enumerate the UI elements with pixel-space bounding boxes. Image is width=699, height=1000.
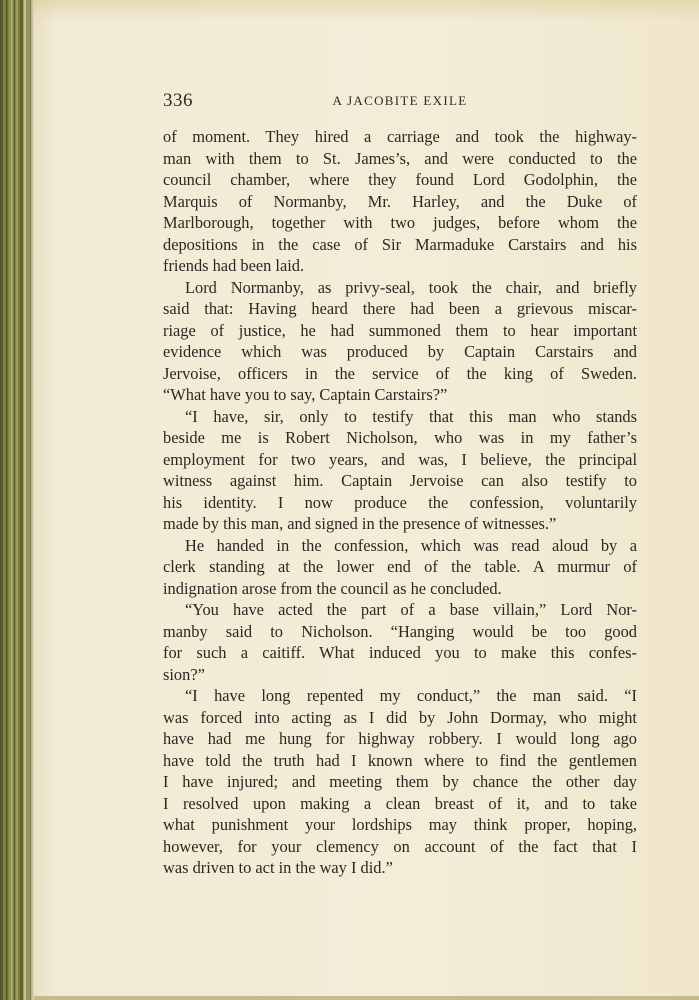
text-line: was driven to act in the way I did.” (163, 858, 393, 877)
text-line: employment for two years, and was, I believe, the principal (163, 449, 637, 469)
page-bottom-edge (34, 996, 699, 1000)
text-line: witness against him. Captain Jervoise can also testify to (163, 471, 637, 490)
page-top-shade (34, 0, 699, 22)
text-line: for such a caitiff. What induced you to make this confes- (163, 643, 637, 662)
text-line: council chamber, where they found Lord Godolphin, the (163, 170, 637, 189)
text-line: manby said to Nicholson. “Hanging would be too good (163, 621, 637, 641)
text-line: indignation arose from the council as he concluded. (163, 578, 502, 598)
text-line: man with them to St. James’s, and were conducted to the (163, 148, 637, 168)
binding-texture (2, 0, 32, 1000)
text-line: of moment. They hired a carriage and took the highway- (163, 127, 637, 146)
running-head: A JACOBITE EXILE (332, 93, 468, 108)
text-line: depositions in the case of Sir Marmaduke Carstairs and his (163, 234, 637, 254)
text-line: have told the truth had I known where to find the gentlemen (163, 750, 637, 770)
text-line: “I have long repented my conduct,” the man said. “I (185, 686, 637, 705)
text-line: He handed in the confession, which was read aloud by a (185, 535, 637, 555)
text-line: however, for your clemency on account of the fact that I (163, 836, 637, 856)
text-line: clerk standing at the lower end of the table. A murmur of (163, 557, 637, 576)
text-line: Marlborough, together with two judges, before whom the (163, 213, 637, 232)
body-text (163, 126, 637, 879)
page-header (163, 90, 637, 112)
text-line: I resolved upon making a clean breast of it, and to take (163, 793, 637, 813)
text-line: riage of justice, he had summoned them to hear important (163, 320, 637, 340)
text-line: Marquis of Normanby, Mr. Harley, and the Duke of (163, 191, 637, 211)
text-line: beside me is Robert Nicholson, who was in my father’s (163, 428, 637, 447)
text-line: friends had been laid. (163, 256, 305, 275)
text-line: Lord Normanby, as privy-seal, took the chair, and briefly (185, 277, 637, 297)
text-line: sion?” (163, 664, 205, 684)
text-line: made by this man, and signed in the presence of witnesses.” (163, 514, 557, 533)
text-line: “You have acted the part of a base villain,” Lord Nor- (185, 600, 637, 619)
text-line: was forced into acting as I did by John Dormay, who might (163, 707, 637, 727)
text-line: said that: Having heard there had been a grievous miscar- (163, 299, 637, 318)
text-line: “I have, sir, only to testify that this man who stands (185, 406, 637, 426)
text-line: evidence which was produced by Captain Carstairs and (163, 342, 637, 361)
text-line: I have injured; and meeting them by chance the other day (163, 772, 637, 791)
text-line: what punishment your lordships may think proper, hoping, (163, 815, 637, 834)
text-line: have had me hung for highway robbery. I would long ago (163, 729, 637, 748)
book-binding-edge (0, 0, 34, 1000)
text-line: his identity. I now produce the confession, voluntarily (163, 492, 637, 512)
text-line: “What have you to say, Captain Carstairs?” (163, 385, 448, 404)
text-line: Jervoise, officers in the service of the king of Sweden. (163, 363, 637, 383)
page-number: 336 (163, 90, 193, 111)
